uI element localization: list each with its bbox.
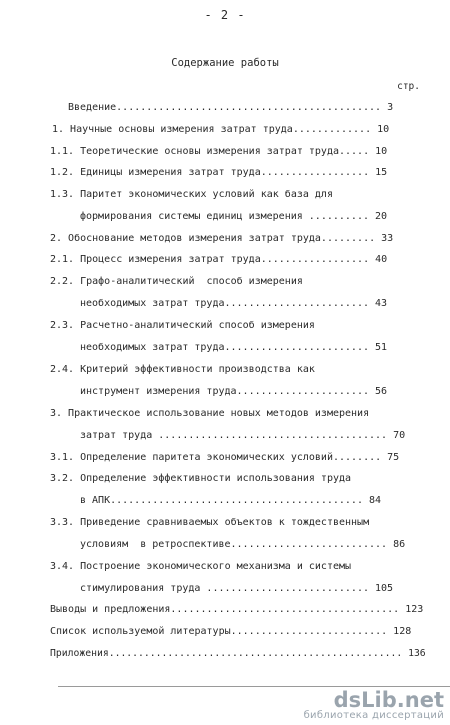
bottom-rule [58,686,450,687]
toc-entry: Список используемой литературы.......................... 128 [50,626,412,637]
toc-entry-continuation: затрат труда ...................................... 70 [80,430,406,441]
toc-entry: 2. Обоснование методов измерения затрат труда......... 33 [50,233,394,244]
page-title: Содержание работы [171,57,279,69]
toc-entry-continuation: формирования системы единиц измерения .......... 20 [80,211,388,222]
toc-entry: 1.3. Паритет экономических условий как база для [50,189,333,200]
toc-entry: 3.4. Построение экономического механизма и системы [50,561,352,572]
toc-entry: 1.2. Единицы измерения затрат труда.................. 15 [50,167,388,178]
toc-entry: Введение............................................ 3 [68,102,394,113]
toc-entry: 3.3. Приведение сравниваемых объектов к тождественным [50,517,370,528]
toc-entry: 2.1. Процесс измерения затрат труда.................. 40 [50,254,388,265]
toc-entry-continuation: необходимых затрат труда........................ 51 [80,342,388,353]
toc-entry: 1. Научные основы измерения затрат труда............. 10 [52,124,390,135]
toc-entry-continuation: инструмент измерения труда...................... 56 [80,386,388,397]
page-number: - 2 - [204,8,246,22]
toc-entry: 3.1. Определение паритета экономических условий........ 75 [50,452,400,463]
toc-entry: 3.2. Определение эффективности использования труда [50,473,352,484]
toc-entry: 2.3. Расчетно-аналитический способ измерения [50,320,315,331]
watermark-logo: dsLib.net [333,688,444,712]
toc-entry-continuation: необходимых затрат труда........................ 43 [80,298,388,309]
toc-entry-continuation: стимулирования труда ........................... 105 [80,583,394,594]
toc-entry: Выводы и предложения...................................... 123 [50,604,424,615]
toc-entry-continuation: условиям в ретроспективе.......................... 86 [80,539,406,550]
toc-entry: Приложения.................................................. 136 [50,648,426,659]
toc-entry: 2.4. Критерий эффективности производства как [50,364,315,375]
toc-entry-continuation: в АПК.......................................... 84 [80,495,382,506]
toc-entry: 3. Практическое использование новых методов измерения [50,408,370,419]
watermark-subtitle: библиотека диссертаций [303,710,444,721]
page-column-label: стр. [397,81,420,92]
toc-entry: 2.2. Графо-аналитический способ измерения [50,276,303,287]
toc-entry: 1.1. Теоретические основы измерения затрат труда..... 10 [50,146,388,157]
watermark [304,690,444,721]
